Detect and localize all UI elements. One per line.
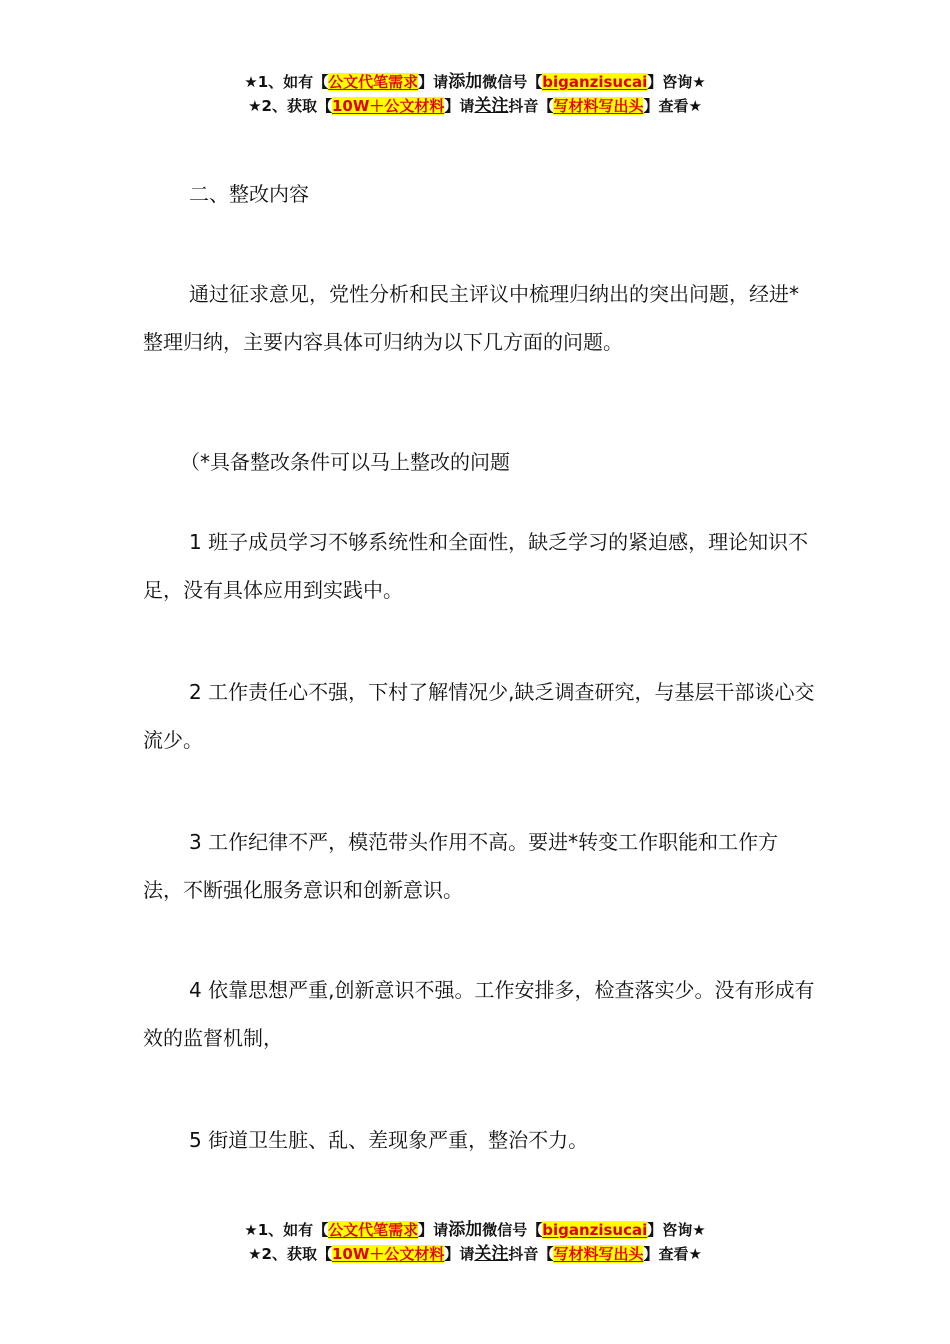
banner-line-1-emphasis: 添加 bbox=[448, 72, 483, 92]
banner-line-1-prefix: ★1、如有【 bbox=[244, 73, 329, 91]
banner-line-2-mid-2: 抖音【 bbox=[508, 97, 554, 115]
list-item: 3 工作纪律不严，模范带头作用不高。要进*转变工作职能和工作方法，不断强化服务意识和创新意识。 bbox=[143, 830, 779, 902]
header-banner bbox=[0, 70, 950, 118]
footer-line-2-mid-2: 抖音【 bbox=[508, 1245, 554, 1263]
footer-banner bbox=[0, 1218, 950, 1266]
banner-line-2-suffix: 】查看★ bbox=[643, 97, 702, 115]
footer-line-1-highlight-1: 公文代笔需求 bbox=[328, 1221, 419, 1239]
banner-line-1-highlight-2: biganzisucai bbox=[542, 73, 648, 91]
footer-line-1-suffix: 】咨询★ bbox=[647, 1221, 706, 1239]
list-item: 2 工作责任心不强，下村了解情况少,缺乏调查研究，与基层干部谈心交流少。 bbox=[143, 680, 815, 752]
banner-line-2-emphasis: 关注 bbox=[474, 96, 509, 116]
list-item: 4 依靠思想严重,创新意识不强。工作安排多，检查落实少。没有形成有效的监督机制， bbox=[143, 978, 815, 1050]
footer-banner-line-1 bbox=[0, 1218, 950, 1242]
footer-line-1-emphasis: 添加 bbox=[448, 1220, 483, 1240]
footer-line-2-emphasis: 关注 bbox=[474, 1244, 509, 1264]
footer-line-1-mid-2: 微信号【 bbox=[482, 1221, 543, 1239]
footer-line-2-highlight-2: 写材料写出头 bbox=[553, 1245, 644, 1263]
subheading: （*具备整改条件可以马上整改的问题 bbox=[180, 450, 510, 474]
footer-line-2-prefix: ★2、获取【 bbox=[248, 1245, 332, 1263]
footer-line-2-suffix: 】查看★ bbox=[643, 1245, 702, 1263]
banner-line-2-highlight-1: 10W＋公文材料 bbox=[331, 97, 445, 115]
banner-line-1-mid-1: 】请 bbox=[418, 73, 449, 91]
intro-paragraph: 通过征求意见，党性分析和民主评议中梳理归纳出的突出问题，经进*整理归纳，主要内容具体可归纳为以下几方面的问题。 bbox=[143, 282, 799, 354]
banner-line-2-prefix: ★2、获取【 bbox=[248, 97, 332, 115]
banner-line-2 bbox=[0, 94, 950, 118]
banner-line-1-mid-2: 微信号【 bbox=[482, 73, 543, 91]
footer-line-2-mid-1: 】请 bbox=[444, 1245, 475, 1263]
banner-line-1-suffix: 】咨询★ bbox=[647, 73, 706, 91]
footer-line-1-prefix: ★1、如有【 bbox=[244, 1221, 329, 1239]
list-item: 5 街道卫生脏、乱、差现象严重，整治不力。 bbox=[189, 1128, 589, 1152]
banner-line-2-mid-1: 】请 bbox=[444, 97, 475, 115]
section-heading: 二、整改内容 bbox=[189, 182, 309, 206]
banner-line-1 bbox=[0, 70, 950, 94]
banner-line-2-highlight-2: 写材料写出头 bbox=[553, 97, 644, 115]
list-item: 1 班子成员学习不够系统性和全面性，缺乏学习的紧迫感，理论知识不足，没有具体应用到实践中。 bbox=[143, 530, 809, 602]
banner-line-1-highlight-1: 公文代笔需求 bbox=[328, 73, 419, 91]
footer-line-1-highlight-2: biganzisucai bbox=[542, 1221, 648, 1239]
footer-line-2-highlight-1: 10W＋公文材料 bbox=[331, 1245, 445, 1263]
footer-line-1-mid-1: 】请 bbox=[418, 1221, 449, 1239]
footer-banner-line-2 bbox=[0, 1242, 950, 1266]
